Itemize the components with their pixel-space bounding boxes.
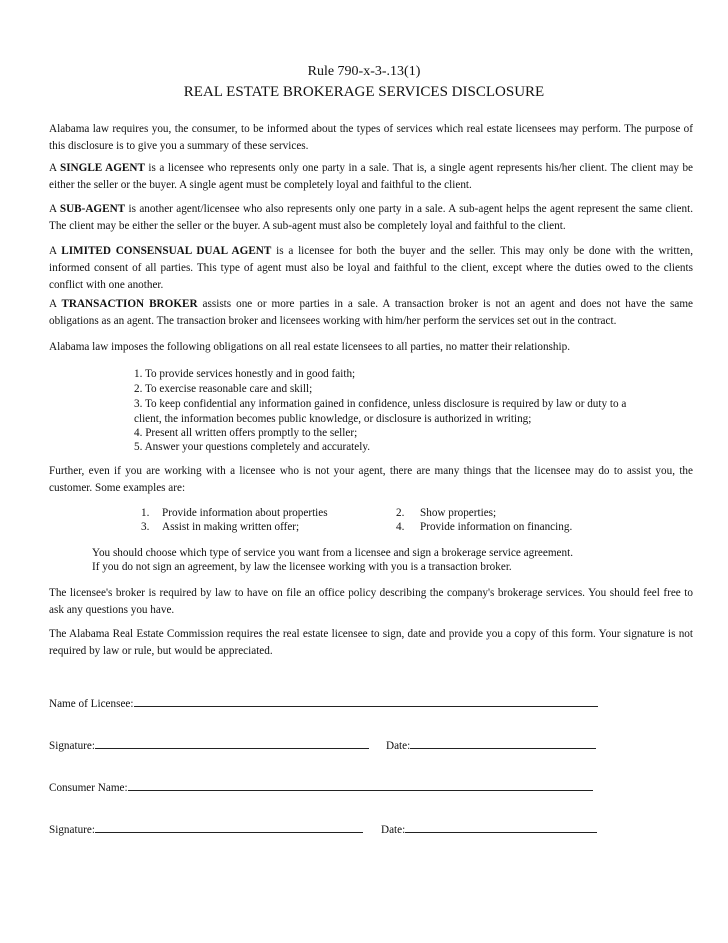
date-label: Date: xyxy=(381,824,406,836)
example-number: 3. xyxy=(141,521,150,533)
example-number: 1. xyxy=(141,507,150,519)
obligation-item: 3. To keep confidential any information gained in confidence, unless disclosure is required by law or duty to a xyxy=(134,398,627,410)
licensee-signature-row xyxy=(49,738,369,752)
signature-label: Signature: xyxy=(49,740,95,752)
obligation-item: 5. Answer your questions completely and accurately. xyxy=(134,441,371,453)
form-title: REAL ESTATE BROKERAGE SERVICES DISCLOSURE xyxy=(183,84,545,100)
choose-service-line: If you do not sign an agreement, by law the licensee working with you is a transaction broker. xyxy=(92,561,512,573)
rule-number: Rule 790-x-3-.13(1) xyxy=(307,64,421,79)
further-paragraph: Further, even if you are working with a licensee who is not your agent, there are many things that the licensee may do to assist you, the customer. Some examples are: xyxy=(49,465,693,494)
def-term-single-agent: SINGLE AGENT xyxy=(59,162,145,174)
example-text: Provide information about properties xyxy=(162,507,328,519)
def-term-transaction-broker: TRANSACTION BROKER xyxy=(61,298,198,310)
example-text: Provide information on financing. xyxy=(420,521,573,533)
single-agent-definition xyxy=(49,160,693,194)
obligation-item: 2. To exercise reasonable care and skill; xyxy=(134,383,313,395)
choose-service-line: You should choose which type of service you want from a licensee and sign a brokerage service agreement. xyxy=(92,547,574,559)
def-text: assists one or more parties in a sale. A transaction broker is not an agent and does not have the same obligations as an agent. The transaction broker and licensees working with him/her perform the services set out in the contract. xyxy=(49,298,693,327)
obligations-intro: Alabama law imposes the following obligations on all real estate licensees to all parties, no matter their relationship. xyxy=(49,341,571,353)
obligation-item: client, the information becomes public knowledge, or disclosure is authorized in writing; xyxy=(134,413,532,425)
def-prefix: A xyxy=(49,203,60,215)
def-prefix: A xyxy=(49,162,60,174)
consumer-signature-row xyxy=(49,822,363,836)
example-text: Assist in making written offer; xyxy=(162,521,300,533)
date-label: Date: xyxy=(386,740,411,752)
example-text: Show properties; xyxy=(420,507,497,519)
consumer-name-field[interactable] xyxy=(128,780,593,791)
consumer-name-label: Consumer Name: xyxy=(49,782,128,794)
def-term-dual-agent: LIMITED CONSENSUAL DUAL AGENT xyxy=(61,245,272,257)
consumer-name-row xyxy=(49,780,593,794)
def-term-sub-agent: SUB-AGENT xyxy=(59,203,126,215)
def-prefix: A xyxy=(49,245,62,257)
example-number: 2. xyxy=(396,507,405,519)
licensee-signature-field[interactable] xyxy=(95,738,369,749)
dual-agent-definition xyxy=(49,243,693,294)
signature-label: Signature: xyxy=(49,824,95,836)
obligation-item: 1. To provide services honestly and in good faith; xyxy=(134,368,356,380)
def-text: is another agent/licensee who also represents only one party in a sale. A sub-agent helps the agent represent the same client. The client may be either the seller or the buyer. A sub-agent must also be completely loyal and faithful to the client. xyxy=(49,203,693,232)
commission-paragraph: The Alabama Real Estate Commission requires the real estate licensee to sign, date and provide you a copy of this form. Your signature is not required by law or rule, but would be appreciated. xyxy=(49,628,693,657)
def-text: is a licensee who represents only one party in a sale. That is, a single agent represents his/her client. The client may be either the seller or the buyer. A single agent must be completely loyal and faithful to the client. xyxy=(49,162,694,191)
obligation-item: 4. Present all written offers promptly to the seller; xyxy=(134,427,358,439)
licensee-name-field[interactable] xyxy=(134,696,598,707)
transaction-broker-definition xyxy=(49,296,693,330)
consumer-date-field[interactable] xyxy=(405,822,597,833)
def-prefix: A xyxy=(49,298,62,310)
broker-policy-paragraph: The licensee's broker is required by law to have on file an office policy describing the company's brokerage services. You should feel free to ask any questions you have. xyxy=(49,587,693,616)
licensee-name-label: Name of Licensee: xyxy=(49,698,134,710)
sub-agent-definition xyxy=(49,201,693,235)
licensee-date-field[interactable] xyxy=(410,738,596,749)
licensee-date-row xyxy=(386,738,596,752)
licensee-name-row xyxy=(49,696,598,710)
def-text: is a licensee for both the buyer and the seller. This may only be done with the written, informed consent of all parties. This type of agent must also be loyal and faithful to the client, except where the duties owed to the clients conflict with one another. xyxy=(49,245,693,291)
consumer-signature-field[interactable] xyxy=(95,822,363,833)
example-number: 4. xyxy=(396,521,405,533)
intro-paragraph: Alabama law requires you, the consumer, to be informed about the types of services which real estate licensees may perform. The purpose of this disclosure is to give you a summary of these services. xyxy=(49,123,693,152)
consumer-date-row xyxy=(381,822,597,836)
